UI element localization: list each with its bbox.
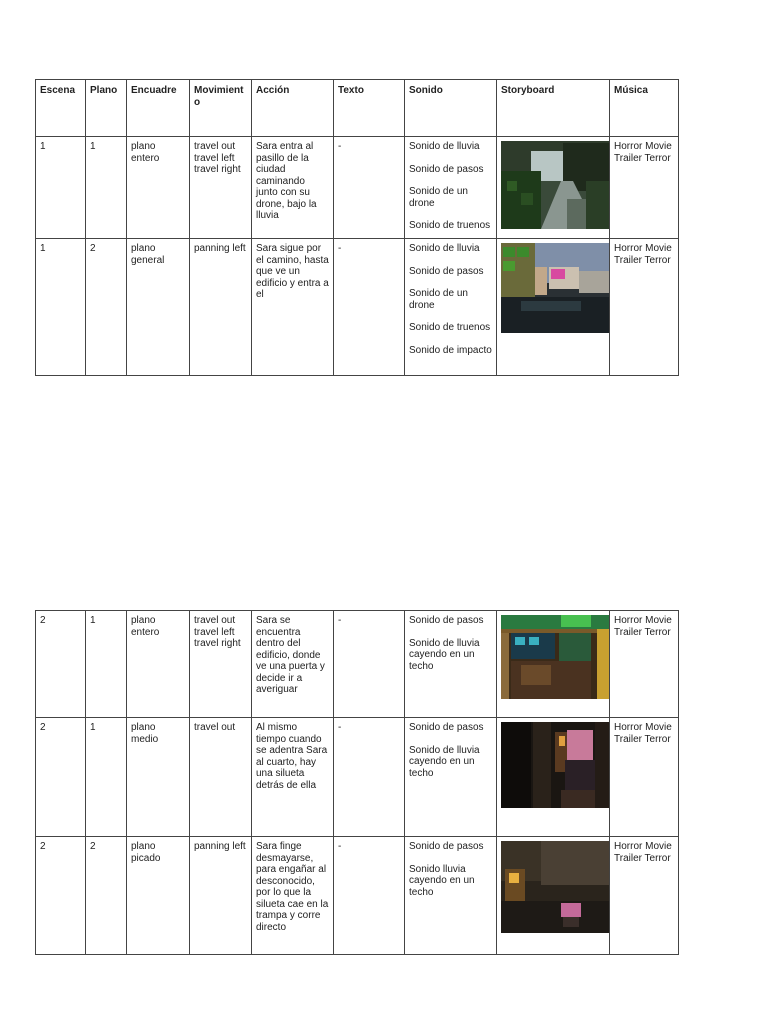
sound-item: Sonido de pasos xyxy=(409,265,484,277)
cell-plano: 1 xyxy=(86,137,127,239)
rainy-city-street-image xyxy=(501,141,609,229)
cell-movimiento: travel out travel left travel right xyxy=(190,611,252,718)
col-header-accion: Acción xyxy=(252,80,334,137)
col-header-plano: Plano xyxy=(86,80,127,137)
col-header-musica: Música xyxy=(610,80,679,137)
dark-doorway-image xyxy=(501,722,609,808)
cell-texto: - xyxy=(334,718,405,837)
cell-accion: Al mismo tiempo cuando se adentra Sara al cuarto, hay una silueta detrás de ella xyxy=(252,718,334,837)
cell-texto: - xyxy=(334,611,405,718)
cell-encuadre: plano general xyxy=(127,239,190,376)
table-row xyxy=(36,239,679,376)
cell-sonido xyxy=(405,718,497,837)
cell-storyboard xyxy=(497,611,610,718)
col-header-encuadre: Encuadre xyxy=(127,80,190,137)
sound-item: Sonido de impacto xyxy=(409,344,492,356)
cell-movimiento: travel out travel left travel right xyxy=(190,137,252,239)
sound-item: Sonido de lluvia cayendo en un techo xyxy=(409,637,480,672)
col-header-escena: Escena xyxy=(36,80,86,137)
sound-item: Sonido de pasos xyxy=(409,615,484,626)
storyboard-table-2 xyxy=(35,610,679,955)
cell-plano: 2 xyxy=(86,239,127,376)
sound-item: Sonido de pasos xyxy=(409,722,484,733)
cell-movimiento: panning left xyxy=(190,837,252,955)
table-row xyxy=(36,611,679,718)
cell-texto: - xyxy=(334,837,405,955)
cell-movimiento: panning left xyxy=(190,239,252,376)
cell-escena: 2 xyxy=(36,611,86,718)
cell-musica: Horror Movie Trailer Terror xyxy=(610,718,679,837)
cell-musica: Horror Movie Trailer Terror xyxy=(610,239,679,376)
cell-musica: Horror Movie Trailer Terror xyxy=(610,837,679,955)
cell-escena: 1 xyxy=(36,137,86,239)
cell-musica: Horror Movie Trailer Terror xyxy=(610,611,679,718)
cell-plano: 2 xyxy=(86,837,127,955)
table-row xyxy=(36,837,679,955)
storyboard-table-1 xyxy=(35,79,679,376)
col-header-movimiento: Movimiento xyxy=(190,80,252,137)
sound-item: Sonido de pasos xyxy=(409,163,484,175)
cell-plano: 1 xyxy=(86,718,127,837)
sound-item: Sonido de un drone xyxy=(409,186,468,209)
cell-encuadre: plano entero xyxy=(127,611,190,718)
cell-storyboard xyxy=(497,239,610,376)
cell-escena: 2 xyxy=(36,718,86,837)
header-row xyxy=(36,80,679,137)
cell-movimiento: travel out xyxy=(190,718,252,837)
sound-item: Sonido de lluvia cayendo en un techo xyxy=(409,744,480,779)
building-plaza-image xyxy=(501,243,609,333)
cell-accion: Sara se encuentra dentro del edificio, donde ve una puerta y decide ir a averiguar xyxy=(252,611,334,718)
col-header-texto: Texto xyxy=(334,80,405,137)
cell-storyboard xyxy=(497,718,610,837)
cell-storyboard xyxy=(497,837,610,955)
cell-encuadre: plano medio xyxy=(127,718,190,837)
cell-escena: 2 xyxy=(36,837,86,955)
sound-item: Sonido de lluvia xyxy=(409,141,480,152)
cell-escena: 1 xyxy=(36,239,86,376)
sound-item: Sonido de truenos xyxy=(409,220,491,231)
cell-musica: Horror Movie Trailer Terror xyxy=(610,137,679,239)
sound-item: Sonido de pasos xyxy=(409,841,484,852)
table-row xyxy=(36,137,679,239)
cell-sonido xyxy=(405,611,497,718)
sound-item: Sonido de un drone xyxy=(409,288,468,311)
cell-sonido xyxy=(405,837,497,955)
cell-texto: - xyxy=(334,239,405,376)
cell-encuadre: plano picado xyxy=(127,837,190,955)
cell-encuadre: plano entero xyxy=(127,137,190,239)
table-row xyxy=(36,718,679,837)
cell-accion: Sara sigue por el camino, hasta que ve un edificio y entra a el xyxy=(252,239,334,376)
cell-texto: - xyxy=(334,137,405,239)
cell-sonido xyxy=(405,239,497,376)
cell-accion: Sara finge desmayarse, para engañar al desconocido, por lo que la silueta cae en la trampa y corre directo xyxy=(252,837,334,955)
sound-item: Sonido de truenos xyxy=(409,322,491,333)
col-header-sonido: Sonido xyxy=(405,80,497,137)
cell-storyboard xyxy=(497,137,610,239)
sound-item: Sonido de lluvia xyxy=(409,243,480,254)
col-header-storyboard: Storyboard xyxy=(497,80,610,137)
cell-sonido xyxy=(405,137,497,239)
cell-accion: Sara entra al pasillo de la ciudad caminando junto con su drone, bajo la lluvia xyxy=(252,137,334,239)
cell-plano: 1 xyxy=(86,611,127,718)
sound-item: Sonido lluvia cayendo en un techo xyxy=(409,863,475,898)
dark-room-above-image xyxy=(501,841,609,933)
interior-room-image xyxy=(501,615,609,699)
